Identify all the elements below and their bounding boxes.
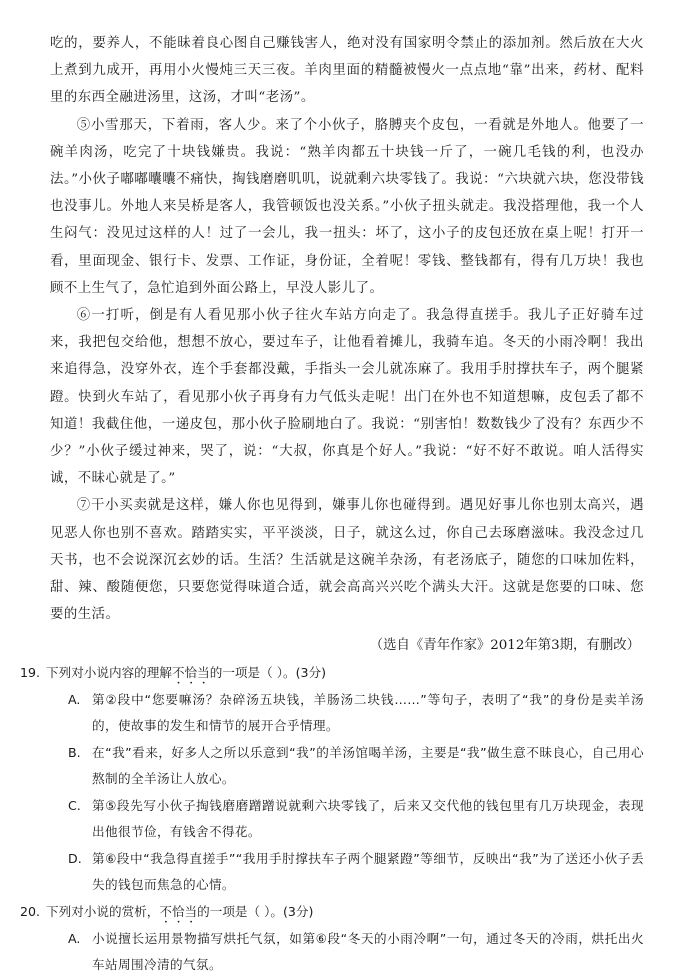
option-text: 第⑤段先写小伙子掏钱磨磨蹭蹭说就剩六块零钱了，后来又交代他的钱包里有几万块现金，表现出他很节俭，有钱舍不得花。 [92,797,644,839]
option-b [50,740,644,792]
option-letter: C. [68,797,81,813]
stem-emphasis: 不恰当 [159,903,198,919]
question-20 [20,899,644,978]
question-stem [20,660,644,687]
story-paragraph-5: ⑤小雪那天，下着雨，客人少。来了个小伙子，胳膊夹个皮包，一看就是外地人。他要了一碗羊肉汤，吃完了十块钱嫌贵。我说：“熟羊肉都五十块钱一斤了，一碗几毛钱的利，也没办法。”小伙子嘟嘟囔囔不痛快，掏钱磨磨叽叽，说就剩六块零钱了。我说：“六块就六块，您没带钱也没事儿。外地人来吴桥是客人，我管顿饭也没关系。”小伙子扭头就走。我没搭理他，我一个人生闷气：没见过这样的人！过了一会儿，我一扭头：坏了，这小子的皮包还放在桌上呢！打开一看，里面现金、银行卡、发票、工作证，身份证，全着呢！零钱、整钱都有，得有几万块！我也顾不上生气了，急忙追到外面公路上，早没人影儿了。 [50,117,644,296]
option-text: 小说擅长运用景物描写烘托气氛，如第⑥段“冬天的小雨冷啊”一句，通过冬天的冷雨，烘托出火车站周围冷清的气氛。 [92,930,644,972]
stem-text-tail: 的一项是（ ）。(3分) [209,664,327,680]
story-paragraph-continued: 吃的，要养人，不能昧着良心图自己赚钱害人，绝对没有国家明令禁止的添加剂。然后放在大火上煮到九成开，再用小火慢炖三天三夜。羊肉里面的精髓被慢火一点点地“靠”出来，药材、配料里的东西全融进汤里，这汤，才叫“老汤”。 [50,36,644,106]
stem-text: 下列对小说的赏析， [46,903,160,919]
question-stem [20,899,644,926]
option-d [50,846,644,898]
question-19 [20,660,644,898]
option-a [50,687,644,739]
option-a [50,926,644,978]
option-text: 第⑥段中“我急得直搓手”“我用手肘撑扶车子两个腿紧蹬”等细节，反映出“我”为了送还小伙子丢失的钱包而焦急的心情。 [92,850,644,892]
stem-emphasis: 不恰当 [171,664,210,680]
question-number: 19. [20,664,41,680]
option-text: 第②段中“您要嘛汤？杂碎汤五块钱，羊肠汤二块钱……”等句子，表明了“我”的身份是卖羊汤的，使故事的发生和情节的展开合乎情理。 [92,691,644,733]
question-number: 20. [20,903,41,919]
source-citation: （选自《青年作家》2012年第3期，有删改） [369,638,640,654]
option-text: 在“我”看来，好多人之所以乐意到“我”的羊汤馆喝羊汤，主要是“我”做生意不昧良心，自己用心熬制的全羊汤让人放心。 [92,744,644,786]
option-letter: A. [68,930,81,946]
stem-text: 下列对小说内容的理解 [46,664,172,680]
option-letter: D. [68,850,82,866]
story-paragraph-6: ⑥一打听，倒是有人看见那小伙子往火车站方向走了。我急得直搓手。我儿子正好骑车过来，我把包交给他，想想不放心，要过车子，让他看着摊儿，我骑车追。冬天的小雨冷啊！我出来追得急，没穿外衣，连个手套都没戴，手指头一会儿就冻麻了。我用手肘撑扶车子，两个腿紧蹬。快到火车站了，看见那小伙子再身有力气低头走呢！出门在外也不知道想嘛，皮包丢了都不知道！我截住他，一递皮包，那小伙子脸刷地白了。我说：“别害怕！数数钱少了没有？东西少不少？”小伙子缓过神来，哭了，说：“大叔，你真是个好人。”我说：“好不好不敢说。咱人活得实诚，不昧心就是了。” [50,308,644,487]
option-letter: B. [68,744,81,760]
story-text [50,30,644,628]
stem-text-tail: 的一项是（ ）。(3分) [197,903,314,919]
option-letter: A. [68,691,81,707]
option-c [50,793,644,845]
story-paragraph-7: ⑦干小买卖就是这样，嫌人你也见得到，嫌事儿你也碰得到。遇见好事儿你也别太高兴，遇见恶人你也别不喜欢。踏踏实实，平平淡淡，日子，就这么过，你自己去琢磨滋味。我没念过几天书，也不会说深沉玄妙的话。生活？生活就是这碗羊杂汤，有老汤底子，随您的口味加佐料，甜、辣、酸随便您，只要您觉得味道合适，就会高高兴兴吃个满头大汗。这就是您要的口味、您要的生活。 [50,498,644,623]
